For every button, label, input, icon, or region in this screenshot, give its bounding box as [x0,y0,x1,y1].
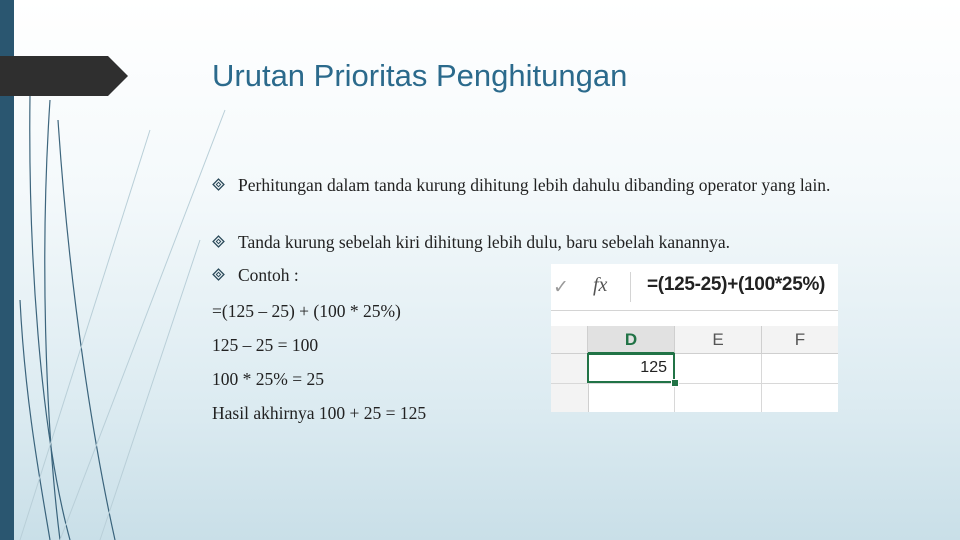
formula-bar [551,264,838,311]
example-line: =(125 – 25) + (100 * 25%) [212,301,401,321]
example-line: Hasil akhirnya 100 + 25 = 125 [212,403,427,423]
diamond-bullet-icon [212,264,238,287]
fx-icon: fx [593,274,608,296]
example-line: 100 * 25% = 25 [212,369,324,389]
bullet-text: Tanda kurung sebelah kiri dihitung lebih dulu, baru sebelah kanannya. [238,232,731,252]
corner-header [551,326,588,354]
fill-handle [671,379,679,387]
excel-screenshot [551,264,838,412]
formula-bar-divider [630,272,631,302]
diamond-bullet-icon [212,174,238,197]
title-tab-shape [0,56,128,96]
column-header-e: E [675,326,762,354]
formula-text: =(125-25)+(100*25%) [647,274,826,295]
bullet-item [212,174,892,197]
grid-row-line [551,383,838,384]
bullet-text: Perhitungan dalam tanda kurung dihitung lebih dahulu dibanding operator yang lain. [238,175,831,195]
check-icon: ✓ [553,277,569,298]
example-line: 125 – 25 = 100 [212,335,319,355]
column-header-f: F [762,326,838,354]
bullet-item [212,231,892,254]
diamond-bullet-icon [212,231,238,254]
bullet-text: Contoh : [238,265,299,285]
active-cell: 125 [587,353,675,383]
bullet-item [212,264,299,287]
column-header-d: D [588,326,675,354]
slide-title: Urutan Prioritas Penghitungan [212,58,628,93]
